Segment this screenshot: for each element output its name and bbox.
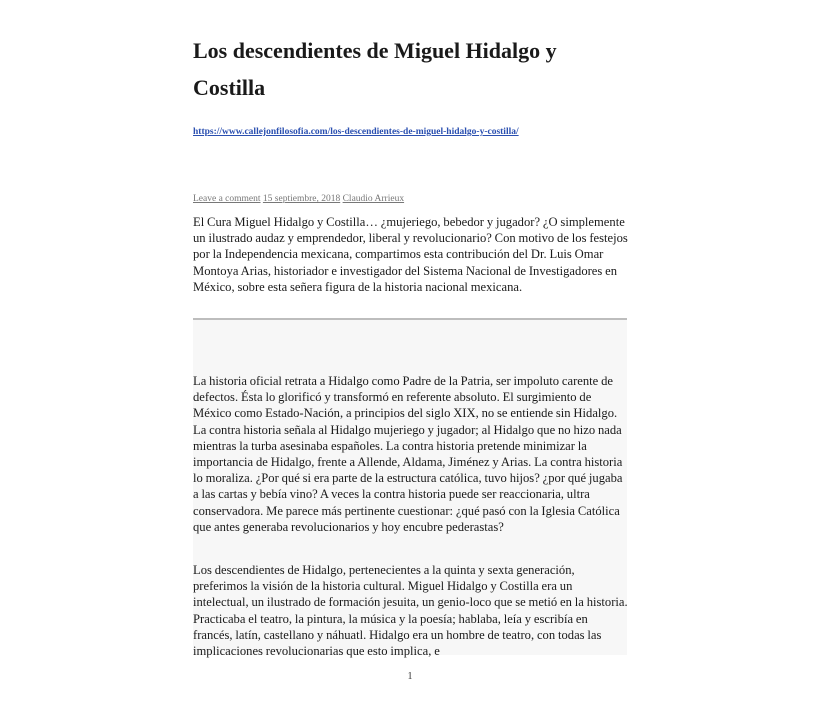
author-link[interactable]: Claudio Arrieux <box>342 194 405 204</box>
source-url-link[interactable]: https://www.callejonfilosofia.com/los-descendientes-de-miguel-hidalgo-y-costilla/ <box>193 127 519 137</box>
leave-comment-link[interactable]: Leave a comment <box>193 194 261 204</box>
post-date-link[interactable]: 15 septiembre, 2018 <box>262 194 341 204</box>
page-number: 1 <box>407 671 413 682</box>
body-paragraph-1: La historia oficial retrata a Hidalgo como Padre de la Patria, ser impoluto carente de defectos. Ésta lo glorificó y transformó en referente absoluto. El surgimiento de México como Estado-Nación, a principios del siglo XIX, no se entiende sin Hidalgo. La contra historia señala al Hidalgo mujeriego y jugador; al Hidalgo que no hizo nada mientras la turba asesinaba españoles. La contra historia pretende minimizar la importancia de Hidalgo, frente a Allende, Aldama, Jiménez y Arias. La contra historia lo moraliza. ¿Por qué si era parte de la estructura católica, tuvo hijos? ¿por qué jugaba a las cartas y bebía vino? A veces la contra historia puede ser reaccionaria, ultra conservadora. Me parece más pertinente cuestionar: ¿qué pasó con la Iglesia Católica que antes generaba revolucionarios y hoy encubre pederastas? <box>193 374 623 534</box>
post-meta <box>193 194 404 204</box>
section-divider <box>193 318 627 320</box>
body-paragraph-2: Los descendientes de Hidalgo, pertenecientes a la quinta y sexta generación, preferimos la visión de la historia cultural. Miguel Hidalgo y Costilla era un intelectual, un ilustrado de formación jesuita, un genio-loco que se metió en la historia. Practicaba el teatro, la pintura, la música y la poesía; hablaba, leía y escribía en francés, latín, castellano y náhuatl. Hidalgo era un hombre de teatro, con todas las implicaciones revolucionarias que esto implica, e <box>193 563 628 659</box>
intro-paragraph: El Cura Miguel Hidalgo y Costilla… ¿mujeriego, bebedor y jugador? ¿O simplemente un ilustrado audaz y emprendedor, liberal y revolucionario? Con motivo de los festejos por la Independencia mexicana, compartimos esta contribución del Dr. Luis Omar Montoya Arias, historiador e investigador del Sistema Nacional de Investigadores en México, sobre esta señera figura de la historia nacional mexicana. <box>193 215 628 294</box>
document-title: Los descendientes de Miguel Hidalgo y Costilla <box>193 38 557 100</box>
